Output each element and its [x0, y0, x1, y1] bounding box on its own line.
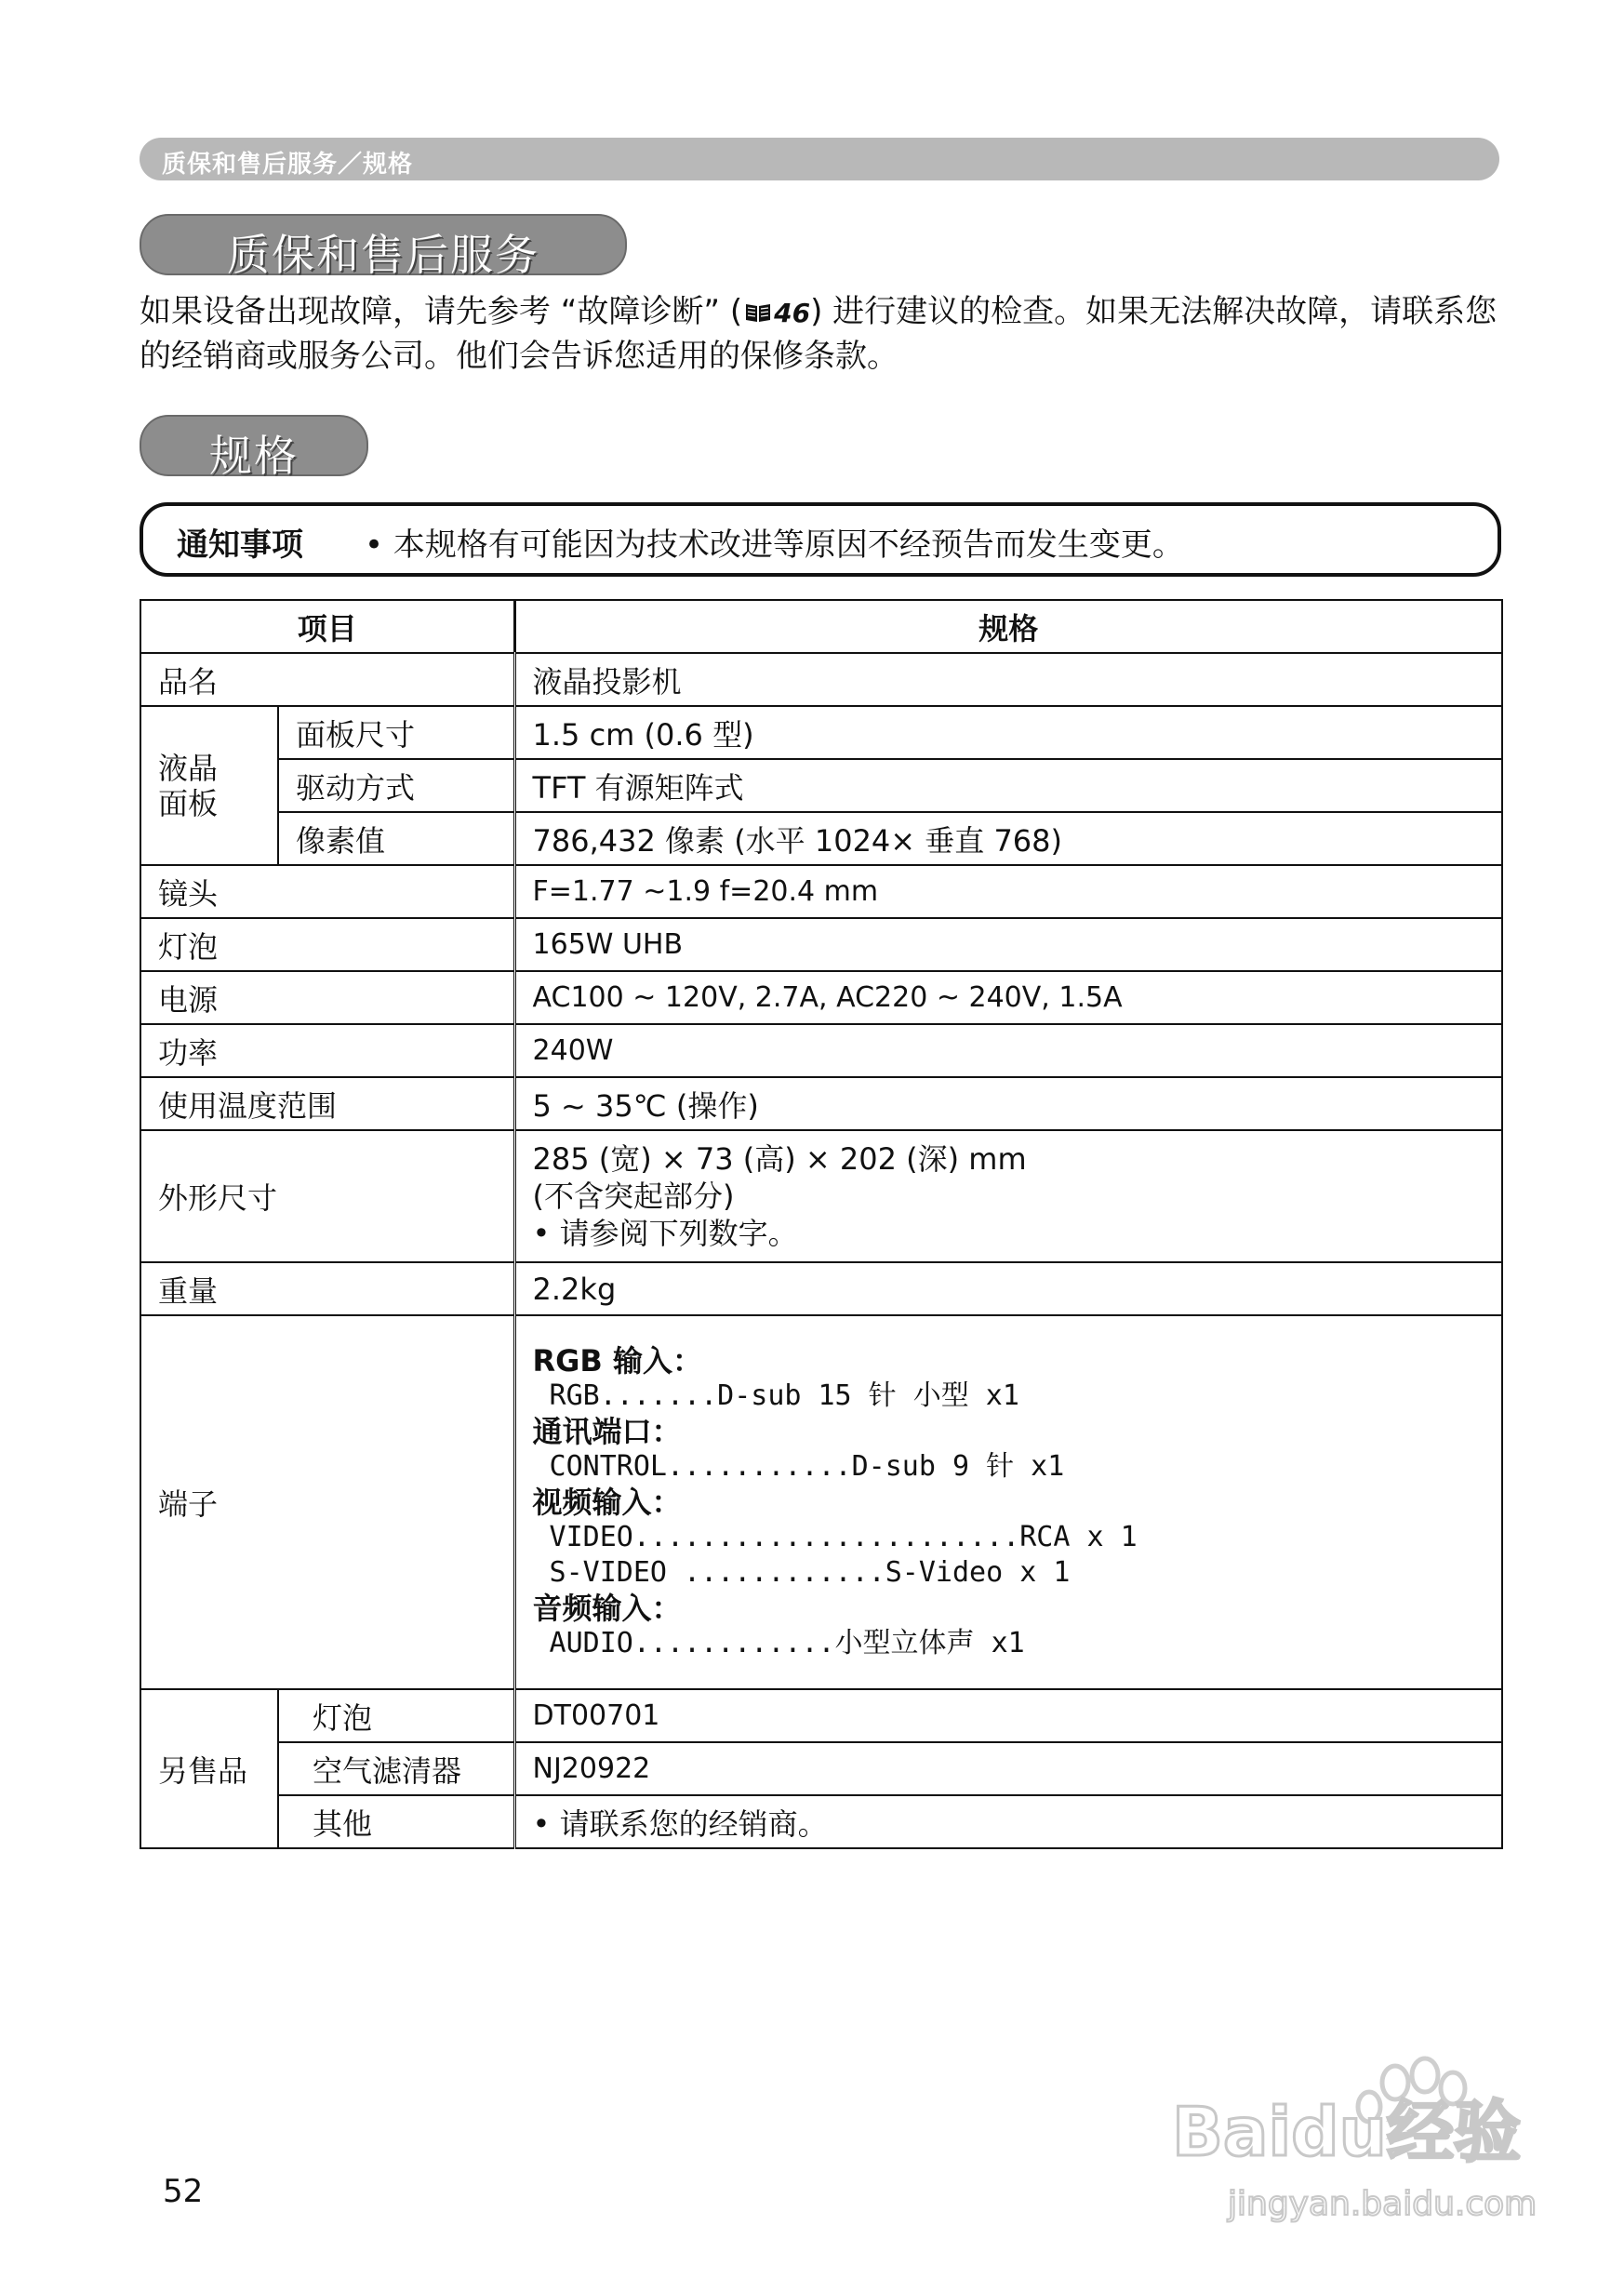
row-label: 空气滤清器 [278, 1742, 514, 1795]
terminal-line: S-VIDEO ............S-Video x 1 [549, 1556, 1071, 1589]
row-value: 165W UHB [514, 918, 1502, 971]
table-row [140, 865, 1502, 918]
row-label: 电源 [140, 971, 514, 1024]
row-value: DT00701 [514, 1689, 1502, 1742]
row-label: 驱动方式 [278, 759, 514, 812]
dimensions-line: 285 (宽) × 73 (高) × 202 (深) mm [532, 1141, 1027, 1177]
terminal-group-heading: RGB 输入： [532, 1343, 702, 1379]
row-value: 液晶投影机 [514, 653, 1502, 706]
table-row [140, 971, 1502, 1024]
group-label-lcd: 液晶 面板 [140, 706, 278, 865]
row-label: 品名 [140, 653, 514, 706]
terminal-line: RGB.......D-sub 15 针 小型 x1 [549, 1379, 1019, 1412]
table-row [140, 1315, 1502, 1689]
table-header-item: 项目 [140, 600, 514, 653]
breadcrumb: 质保和售后服务／规格 [162, 151, 414, 179]
table-header-row [140, 600, 1502, 653]
table-row [140, 812, 1502, 865]
row-value: • 请联系您的经销商。 [514, 1795, 1502, 1848]
table-row [140, 918, 1502, 971]
notice-text: • 本规格有可能因为技术改进等原因不经预告而发生变更。 [365, 526, 1184, 564]
table-row [140, 1689, 1502, 1742]
warranty-paragraph [140, 290, 1498, 378]
row-value: 240W [514, 1024, 1502, 1077]
row-label: 功率 [140, 1024, 514, 1077]
table-row [140, 759, 1502, 812]
page-reference[interactable]: 46 [774, 298, 811, 328]
terminal-line: CONTROL...........D-sub 9 针 x1 [549, 1450, 1065, 1483]
section-title-specs [140, 415, 368, 481]
table-header-spec: 规格 [514, 600, 1502, 653]
notice-label: 通知事项 [177, 526, 303, 564]
row-value-dimensions [514, 1130, 1502, 1262]
row-value: 786,432 像素 (水平 1024× 垂直 768) [514, 812, 1502, 865]
table-row [140, 1742, 1502, 1795]
group-label-optional: 另售品 [140, 1689, 278, 1848]
spec-table [140, 599, 1503, 1849]
dimensions-line: • 请参阅下列数字。 [532, 1216, 798, 1251]
row-value: 5 ~ 35℃ (操作) [514, 1077, 1502, 1130]
row-label: 灯泡 [140, 918, 514, 971]
baidu-watermark [1163, 2051, 1563, 2237]
row-label: 灯泡 [278, 1689, 514, 1742]
terminal-group-heading: 视频输入： [532, 1485, 682, 1520]
table-row [140, 1077, 1502, 1130]
terminal-group-heading: 音频输入： [532, 1591, 682, 1626]
row-value: 1.5 cm (0.6 型) [514, 706, 1502, 759]
table-row [140, 1262, 1502, 1315]
notice-box [140, 502, 1501, 577]
table-row [140, 1130, 1502, 1262]
watermark-url: jingyan.baidu.com [1228, 2185, 1537, 2223]
terminal-line: VIDEO.......................RCA x 1 [549, 1521, 1138, 1553]
section-title-warranty [140, 214, 627, 280]
row-value: 2.2kg [514, 1262, 1502, 1315]
terminal-group-heading: 通讯端口： [532, 1414, 682, 1449]
row-value: F=1.77 ~1.9 f=20.4 mm [514, 865, 1502, 918]
section-title-warranty-text: 质保和售后服务 [227, 230, 539, 280]
header-breadcrumb-bar [140, 138, 1499, 180]
row-label: 镜头 [140, 865, 514, 918]
terminal-line: AUDIO............小型立体声 x1 [549, 1627, 1025, 1659]
table-row [140, 706, 1502, 759]
row-label: 端子 [140, 1315, 514, 1689]
warranty-paragraph-part-b: ) 进行建议的检查。如果无法解决故障，请联系您的经销商或服务公司。他们会告诉您适用的保修条款。 [140, 293, 1498, 375]
row-label: 重量 [140, 1262, 514, 1315]
table-row [140, 653, 1502, 706]
row-label: 其他 [278, 1795, 514, 1848]
section-title-specs-text: 规格 [209, 431, 299, 481]
row-label: 面板尺寸 [278, 706, 514, 759]
row-value: NJ20922 [514, 1742, 1502, 1795]
warranty-paragraph-part-a: 如果设备出现故障，请先参考 “故障诊断” ( [140, 293, 743, 330]
row-label: 外形尺寸 [140, 1130, 514, 1262]
row-value: AC100 ~ 120V, 2.7A, AC220 ~ 240V, 1.5A [514, 971, 1502, 1024]
manual-book-icon [744, 301, 772, 324]
row-value: TFT 有源矩阵式 [514, 759, 1502, 812]
row-label: 像素值 [278, 812, 514, 865]
table-row [140, 1024, 1502, 1077]
table-row [140, 1795, 1502, 1848]
page-number: 52 [163, 2173, 204, 2210]
row-label: 使用温度范围 [140, 1077, 514, 1130]
row-value-terminals [514, 1315, 1502, 1689]
watermark-brand: Baidu经验 [1172, 2093, 1521, 2171]
dimensions-line: (不含突起部分) [532, 1179, 735, 1214]
